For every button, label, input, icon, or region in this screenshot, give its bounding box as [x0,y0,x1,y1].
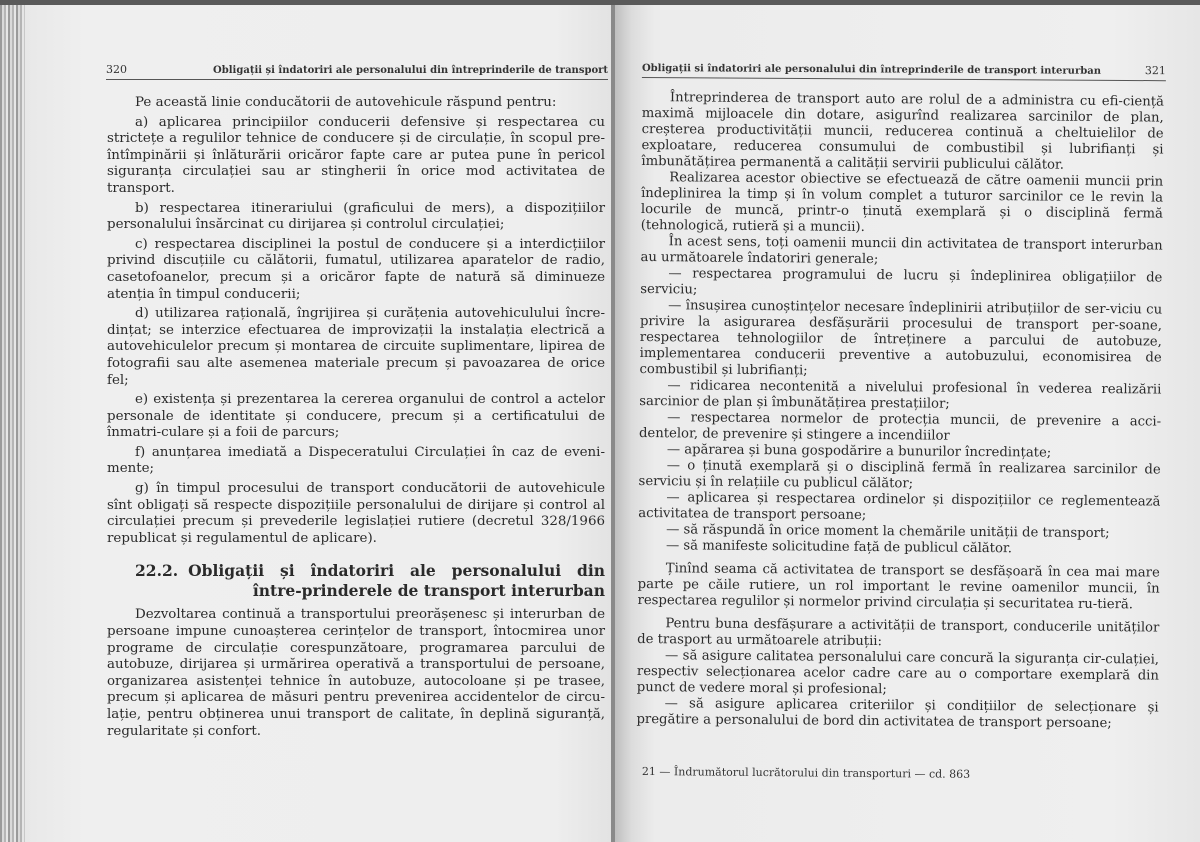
paragraph: c) respectarea disciplinei la postul de conducere și a interdicțiilor privind discuțiile cu călătorii, fumatul, utilizarea aparatelor de radio, casetofoanelor, precum și a oricăror fapte de natură să diminueze atenția în timpul conducerii; [107,236,605,302]
paragraph: Dezvoltarea continuă a transportului preorășenesc și interurban de persoane impune cunoașterea cerințelor de transport, întocmirea unor programe de circulație corespunzătoare, programarea parcului de autobuze, dirijarea și urmărirea operativă a transportului de persoane, organizarea asistenței tehnice în autobuze, autocoloane și pe trasee, precum și aplicarea de măsuri pentru prevenirea accidentelor de circu-lație, pentru obținerea unui transport de calitate, în deplină siguranță, regularitate și confort. [107,607,605,739]
paragraph: În acest sens, toți oamenii muncii din activitatea de transport interurban au următoarele îndatoriri generale; [640,234,1163,268]
paragraph: Pe această linie conducătorii de autovehicule răspund pentru: [135,95,557,110]
left-running-header [106,63,608,80]
paragraph: a) aplicarea principiilor conducerii defensive și respectarea cu strictețe a regulilor tehnice de conducere și de circulație, în scopul pre-întîmpinării și înlăturării oricăror fapte care ar putea pune în pericol siguranța circulației sau ar stingherii în orice mod activitatea de transport. [107,114,605,196]
paragraph: b) respectarea itinerariului (graficului de mers), a dispozițiilor personalului însărcinat cu dirijarea și controlul circulației; [107,200,605,233]
right-running-header [642,61,1166,81]
left-page-body [107,95,605,743]
list-item: — o ținută exemplară și o disciplină fermă în realizarea sarcinilor de serviciu și în relațiile cu publicul călător; [638,458,1161,492]
book-page-edges [0,5,24,842]
paragraph: d) utilizarea rațională, îngrijirea și curățenia autovehiculului încre-dințat; se interzice efectuarea de improvizații la instalația electrică a autovehiculelor precum și montarea de circuite suplimentare, lipirea de fotografii sau alte asemenea materiale precum și pavoazarea de orice fel; [107,306,605,388]
list-item: — să asigure aplicarea criteriilor și condițiilor de selecționare și pregătire a personalului de bord din activitatea de transport persoane; [636,696,1159,732]
paragraph: Realizarea acestor obiective se efectuează de către oamenii muncii prin îndeplinirea la timp și în volum complet a tuturor sarcinilor ce le revin la locurile de muncă, printr-o ținută exemplară și o disciplină fermă (tehnologică, rutieră și a muncii). [640,170,1164,235]
left-header-title: Obligații și îndatoriri ale personalului din întreprinderile de transport [213,65,608,76]
paragraph: g) în timpul procesului de transport conducătorii de autovehicule sînt obligați să respecte dispozițiile personalului de dirijare și control al circulației precum și prevederile legislației rutiere (decretul 328/1966 republicat și regulamentul de aplicare). [107,481,605,546]
right-page [614,5,1200,842]
page-footer-signature: 21 — Îndrumătorul lucrătorului din transporturi — cd. 863 [641,765,971,781]
list-item: — însușirea cunoștințelor necesare îndeplinirii atribuțiilor de ser-viciu cu privire la asigurarea desfășurării procesului de transport per-soane, respectarea tehnologiilor de întreținere a parcului de autobuze, implementarea conducerii preventive a autobuzului, economisirea de combustibil și lubrifianți; [639,298,1163,379]
list-item: — ridicarea necontenită a nivelului profesional în vederea realizării sarcinior de plan și îmbunătățirea prestațiilor; [639,378,1162,412]
list-item: — să răspundă în orice moment la chemările unității de transport; [666,522,1110,542]
left-page [24,5,614,842]
right-page-number: 321 [1144,64,1166,78]
list-item: — aplicarea și respectarea ordinelor și dispozițiilor ce reglementează activitatea de transport persoane; [638,490,1161,523]
list-item: — să asigure calitatea personalului care concură la siguranța cir-culației, respectiv selecționarea acelor cadre care au o comportare exemplară din punct de vedere moral și profesional; [636,648,1160,698]
paragraph: f) anunțarea imediată a Dispeceratului Circulației în caz de eveni-mente; [107,444,605,477]
paragraph: e) existența și prezentarea la cererea organului de control a actelor personale de identitate și conducere, precum și a certificatului de înmatri-culare și a foii de parcurs; [107,392,605,441]
list-item: — respectarea programului de lucru și îndeplinirea obligațiilor de serviciu; [640,266,1163,298]
list-item: — respectarea normelor de protecția muncii, de prevenire a acci-dentelor, de prevenire și stingere a incendiilor [638,410,1162,444]
right-header-title: Obligații si îndatoriri ale personalului din întreprinderile de transport interurban [641,62,1102,77]
section-heading [107,561,605,601]
paragraph: Pentru buna desfășurare a activității de transport, conducerile unităților de trasport au următoarele atribuții: [637,616,1160,650]
list-item: — să manifeste solicitudine față de publicul călător. [665,538,1013,557]
left-page-number: 320 [106,63,127,76]
paragraph: Întreprinderea de transport auto are rolul de a administra cu efi-ciență maximă mijloacele din dotare, asigurînd realizarea sarcinilor de plan, creșterea productivității muncii, reducerea continuă a cheltuielilor de exploatare, reducerea consumului de combustibil și lubrifianți și îmbunătățirea permanentă a calității servirii publicului călător. [641,90,1164,173]
section-number: 22.2. [135,561,179,581]
paragraph: Ținînd seama că activitatea de transport se desfășoară în cea mai mare parte pe căile rutiere, un rol important le revine oamenilor muncii, în respectarea regulilor și normelor privind circulația și securitatea ru-tieră. [637,561,1160,613]
book-gutter [611,5,615,842]
section-title: Obligații și îndatoriri ale personalului din între-prinderele de transport interurban [188,561,605,601]
list-item: — apărarea și buna gospodărire a bunurilor încredințate; [666,442,1052,461]
right-page-body [636,90,1164,733]
